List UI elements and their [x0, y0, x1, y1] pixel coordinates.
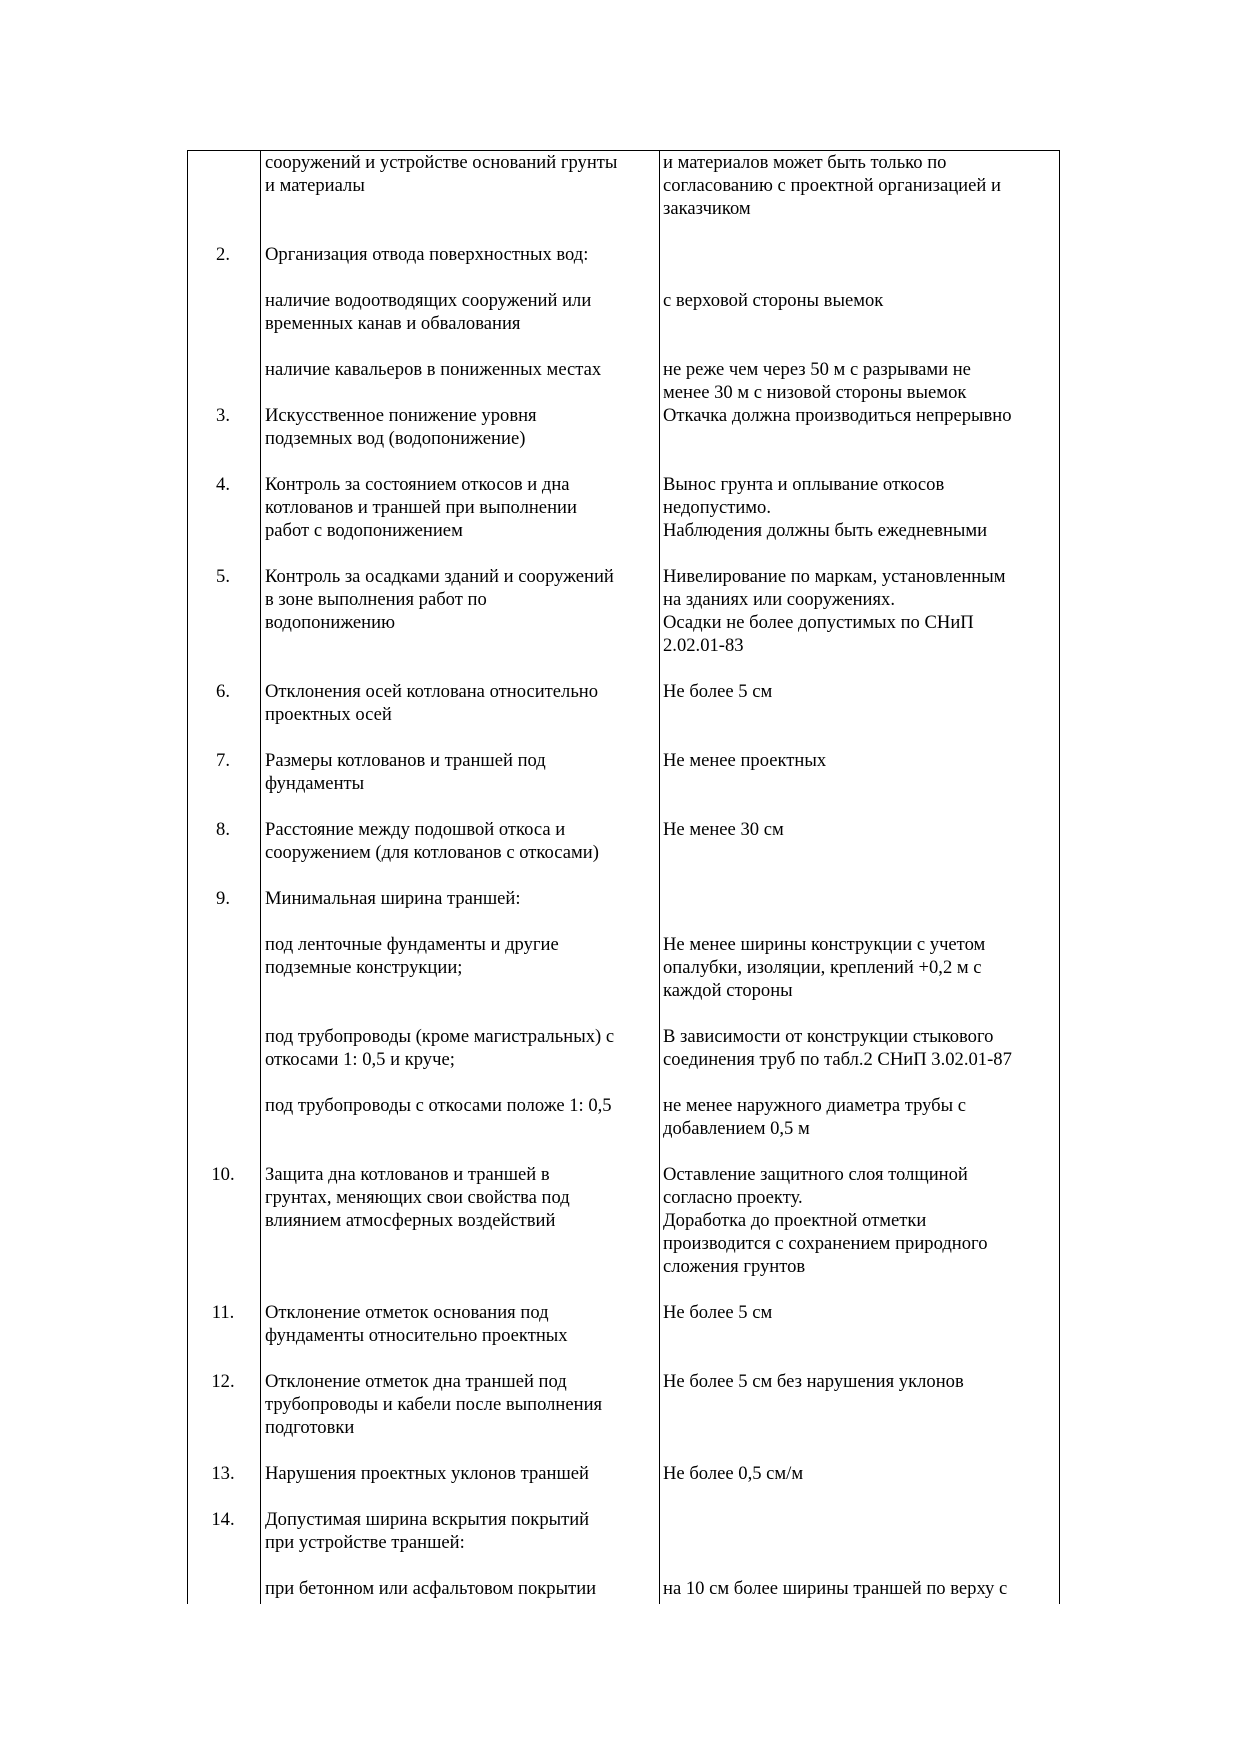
parameter-cell	[265, 289, 655, 335]
parameter-line: Допустимая ширина вскрытия покрытий	[265, 1509, 590, 1530]
parameter-line: под трубопроводы с откосами положе 1: 0,5	[265, 1095, 612, 1116]
requirement-line: Не более 5 см	[663, 681, 773, 702]
requirement-line: каждой стороны	[663, 980, 793, 1001]
requirement-cell	[663, 565, 1056, 657]
parameter-cell	[265, 1301, 655, 1347]
requirement-line: не реже чем через 50 м с разрывами не	[663, 359, 971, 380]
requirement-line: и материалов может быть только по	[663, 152, 947, 173]
parameter-cell	[265, 1508, 655, 1554]
requirement-cell	[663, 404, 1056, 427]
parameter-line: водопонижению	[265, 612, 395, 633]
row-number: 7.	[216, 750, 230, 771]
row-number: 2.	[216, 244, 230, 265]
requirement-line: Откачка должна производиться непрерывно	[663, 405, 1012, 426]
parameter-line: фундаменты относительно проектных	[265, 1325, 568, 1346]
requirement-cell	[663, 1370, 1056, 1393]
requirement-line: Осадки не более допустимых по СНиП	[663, 612, 974, 633]
parameter-line: Отклонение отметок основания под	[265, 1302, 549, 1323]
requirement-line: с верховой стороны выемок	[663, 290, 884, 311]
parameter-cell	[265, 404, 655, 450]
parameter-cell	[265, 1577, 655, 1600]
parameter-cell	[265, 887, 655, 910]
requirement-cell	[663, 1094, 1056, 1140]
parameter-line: сооружением (для котлованов с откосами)	[265, 842, 599, 863]
parameter-line: подземных вод (водопонижение)	[265, 428, 526, 449]
row-number: 11.	[211, 1302, 235, 1323]
requirement-line: производится с сохранением природного	[663, 1233, 988, 1254]
parameter-line: и материалы	[265, 175, 365, 196]
parameter-line: при бетонном или асфальтовом покрытии	[265, 1578, 597, 1599]
parameter-cell	[265, 933, 655, 979]
parameter-line: Расстояние между подошвой откоса и	[265, 819, 566, 840]
requirement-cell	[663, 151, 1056, 220]
requirement-line: Оставление защитного слоя толщиной	[663, 1164, 968, 1185]
parameter-line: подготовки	[265, 1417, 355, 1438]
parameter-cell	[265, 243, 655, 266]
parameter-line: фундаменты	[265, 773, 365, 794]
parameter-line: Нарушения проектных уклонов траншей	[265, 1463, 589, 1484]
parameter-line: откосами 1: 0,5 и круче;	[265, 1049, 455, 1070]
table-border-right	[1059, 151, 1060, 1604]
parameter-cell	[265, 1163, 655, 1232]
parameter-cell	[265, 151, 655, 197]
parameter-line: грунтах, меняющих свои свойства под	[265, 1187, 570, 1208]
requirement-line: опалубки, изоляции, креплений +0,2 м с	[663, 957, 982, 978]
requirements-table	[187, 150, 1060, 1604]
column-divider-2	[659, 151, 660, 1604]
parameter-line: Контроль за состоянием откосов и дна	[265, 474, 570, 495]
row-number: 9.	[216, 888, 230, 909]
requirement-line: согласно проекту.	[663, 1187, 803, 1208]
requirement-line: Не более 0,5 см/м	[663, 1463, 804, 1484]
requirement-cell	[663, 1163, 1056, 1278]
requirement-cell	[663, 1301, 1056, 1324]
requirement-cell	[663, 289, 1056, 312]
requirement-cell	[663, 1462, 1056, 1485]
parameter-cell	[265, 358, 655, 381]
parameter-line: работ с водопонижением	[265, 520, 463, 541]
requirement-line: сложения грунтов	[663, 1256, 806, 1277]
requirement-line: Не более 5 см	[663, 1302, 773, 1323]
parameter-cell	[265, 1025, 655, 1071]
requirement-line: Нивелирование по маркам, установленным	[663, 566, 1006, 587]
requirement-cell	[663, 473, 1056, 542]
requirement-cell	[663, 749, 1056, 772]
parameter-line: котлованов и траншей при выполнении	[265, 497, 577, 518]
parameter-cell	[265, 818, 655, 864]
requirement-cell	[663, 358, 1056, 404]
requirement-line: недопустимо.	[663, 497, 772, 518]
row-number: 3.	[216, 405, 230, 426]
row-number: 5.	[216, 566, 230, 587]
parameter-line: Отклонение отметок дна траншей под	[265, 1371, 567, 1392]
requirement-line: не менее наружного диаметра трубы с	[663, 1095, 967, 1116]
parameter-line: Размеры котлованов и траншей под	[265, 750, 546, 771]
parameter-line: в зоне выполнения работ по	[265, 589, 487, 610]
parameter-line: под ленточные фундаменты и другие	[265, 934, 559, 955]
requirement-cell	[663, 818, 1056, 841]
requirement-line: Не менее 30 см	[663, 819, 784, 840]
row-number: 12.	[211, 1371, 235, 1392]
requirement-line: Не более 5 см без нарушения уклонов	[663, 1371, 964, 1392]
row-number: 10.	[211, 1164, 235, 1185]
requirement-cell	[663, 1025, 1056, 1071]
parameter-cell	[265, 1094, 655, 1117]
parameter-cell	[265, 1462, 655, 1485]
parameter-line: Отклонения осей котлована относительно	[265, 681, 599, 702]
row-number: 6.	[216, 681, 230, 702]
parameter-line: Организация отвода поверхностных вод:	[265, 244, 589, 265]
requirement-line: на зданиях или сооружениях.	[663, 589, 896, 610]
parameter-cell	[265, 1370, 655, 1439]
requirement-line: добавлением 0,5 м	[663, 1118, 810, 1139]
requirement-cell	[663, 1577, 1056, 1600]
requirement-cell	[663, 680, 1056, 703]
parameter-cell	[265, 749, 655, 795]
parameter-line: Минимальная ширина траншей:	[265, 888, 521, 909]
requirement-line: соединения труб по табл.2 СНиП 3.02.01-87	[663, 1049, 1012, 1070]
row-number: 8.	[216, 819, 230, 840]
row-number: 14.	[211, 1509, 235, 1530]
parameter-line: Защита дна котлованов и траншей в	[265, 1164, 550, 1185]
parameter-line: временных канав и обвалования	[265, 313, 521, 334]
requirement-line: менее 30 м с низовой стороны выемок	[663, 382, 967, 403]
parameter-line: Искусственное понижение уровня	[265, 405, 537, 426]
requirement-line: Не менее проектных	[663, 750, 827, 771]
parameter-cell	[265, 473, 655, 542]
parameter-cell	[265, 565, 655, 634]
requirement-line: 2.02.01-83	[663, 635, 744, 656]
parameter-line: наличие водоотводящих сооружений или	[265, 290, 592, 311]
requirement-line: Вынос грунта и оплывание откосов	[663, 474, 945, 495]
requirement-line: Не менее ширины конструкции с учетом	[663, 934, 986, 955]
requirement-line: на 10 см более ширины траншей по верху с	[663, 1578, 1008, 1599]
parameter-line: проектных осей	[265, 704, 392, 725]
requirement-cell	[663, 933, 1056, 1002]
requirement-line: Наблюдения должны быть ежедневными	[663, 520, 988, 541]
row-number: 13.	[211, 1463, 235, 1484]
parameter-cell	[265, 680, 655, 726]
parameter-line: под трубопроводы (кроме магистральных) с	[265, 1026, 615, 1047]
parameter-line: при устройстве траншей:	[265, 1532, 465, 1553]
column-divider-1	[260, 151, 261, 1604]
parameter-line: Контроль за осадками зданий и сооружений	[265, 566, 614, 587]
parameter-line: влиянием атмосферных воздействий	[265, 1210, 556, 1231]
requirement-line: заказчиком	[663, 198, 751, 219]
row-number: 4.	[216, 474, 230, 495]
parameter-line: наличие кавальеров в пониженных местах	[265, 359, 602, 380]
parameter-line: трубопроводы и кабели после выполнения	[265, 1394, 603, 1415]
parameter-line: сооружений и устройстве оснований грунты	[265, 152, 618, 173]
requirement-line: согласованию с проектной организацией и	[663, 175, 1001, 196]
requirement-line: Доработка до проектной отметки	[663, 1210, 927, 1231]
parameter-line: подземные конструкции;	[265, 957, 463, 978]
requirement-line: В зависимости от конструкции стыкового	[663, 1026, 994, 1047]
